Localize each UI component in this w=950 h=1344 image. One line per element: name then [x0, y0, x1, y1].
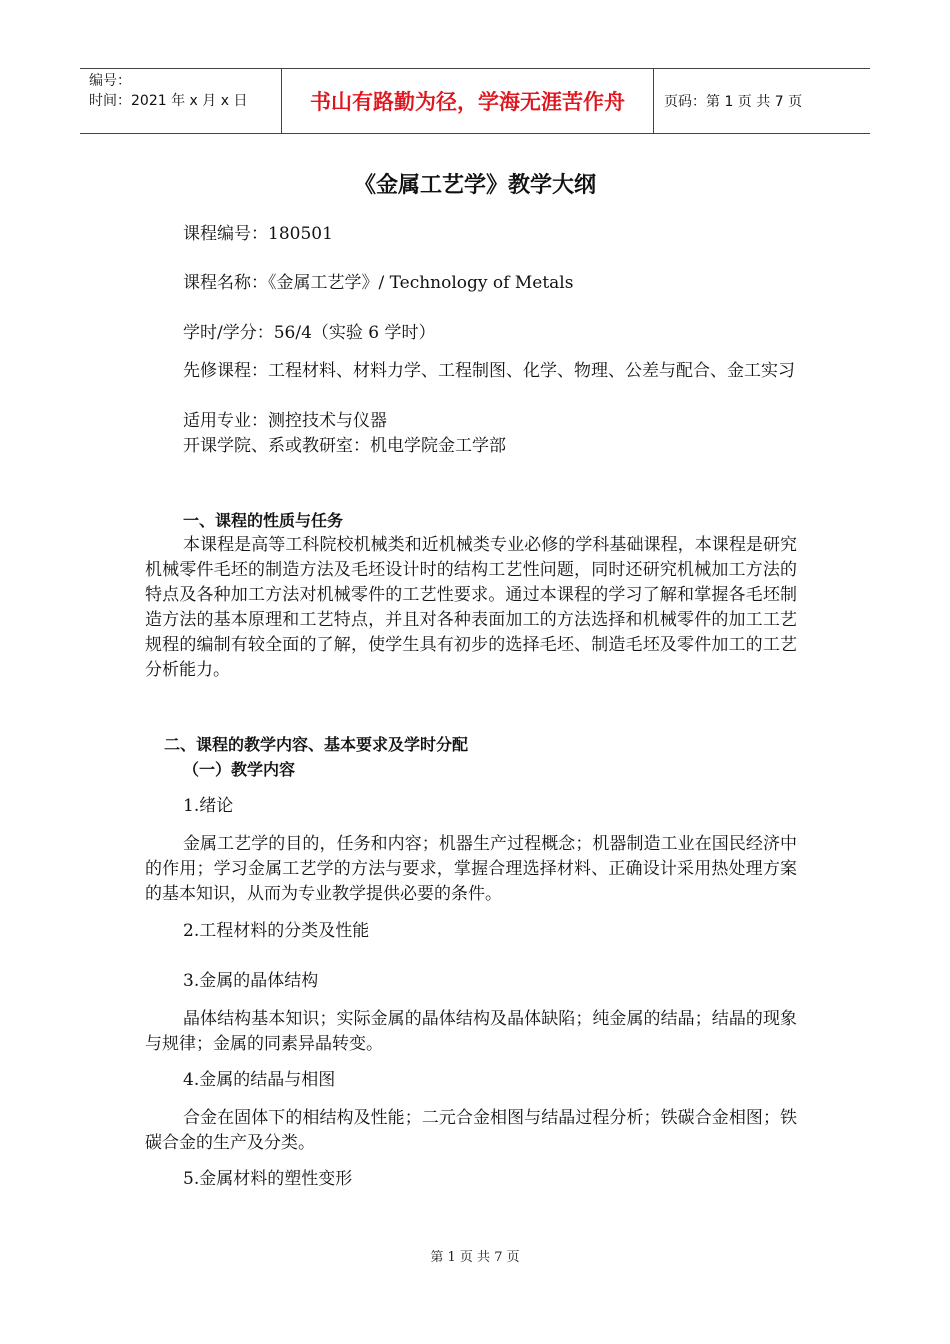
- item-3-body: 晶体结构基本知识；实际金属的晶体结构及晶体缺陷；纯金属的结晶；结晶的现象与规律；金属的同素异晶转变。: [145, 1009, 797, 1054]
- header-motto: 书山有路勤为径，学海无涯苦作舟: [282, 69, 654, 133]
- item-1-body: 金属工艺学的目的，任务和内容；机器生产过程概念；机器制造工业在国民经济中的作用；学习金属工艺学的方法与要求，掌握合理选择材料、正确设计采用热处理方案的基本知识，从而为专业教学提供必要的条件。: [145, 834, 797, 904]
- item-4-body: 合金在固体下的相结构及性能；二元合金相图与结晶过程分析；铁碳合金相图；铁碳合金的生产及分类。: [145, 1108, 797, 1153]
- item-5-title: 5.金属材料的塑性变形: [183, 1169, 353, 1189]
- document-title: 《金属工艺学》教学大纲: [353, 173, 596, 198]
- section-2-heading: 二、课程的教学内容、基本要求及学时分配: [164, 735, 469, 754]
- page-header: [80, 68, 870, 134]
- section-1-heading: 一、课程的性质与任务: [183, 511, 344, 530]
- page-footer: 第 1 页 共 7 页: [430, 1250, 520, 1265]
- header-meta: [80, 69, 282, 133]
- section-2-subheading: （一）教学内容: [183, 760, 296, 779]
- offering-dept: 开课学院、系或教研室：机电学院金工学部: [183, 436, 506, 456]
- applicable-major: 适用专业：测控技术与仪器: [183, 411, 387, 431]
- item-3-title: 3.金属的晶体结构: [183, 971, 319, 991]
- course-code: 课程编号：180501: [183, 224, 333, 244]
- header-page-code: 页码：第 1 页 共 7 页: [664, 94, 803, 110]
- item-4-title: 4.金属的结晶与相图: [183, 1070, 336, 1090]
- prereq-courses: 先修课程：工程材料、材料力学、工程制图、化学、物理、公差与配合、金工实习: [183, 361, 795, 381]
- item-1-title: 1.绪论: [183, 796, 234, 816]
- item-2-title: 2.工程材料的分类及性能: [183, 921, 370, 941]
- time-label: 时间：2021 年 x 月 x 日: [89, 93, 248, 109]
- section-1-body: 本课程是高等工科院校机械类和近机械类专业必修的学科基础课程，本课程是研究机械零件毛坯的制造方法及毛坯设计时的结构工艺性问题，同时还研究机械加工方法的特点及各种加工方法对机械零件的工艺性要求。通过本课程的学习了解和掌握各毛坯制造方法的基本原理和工艺特点，并且对各种表面加工的方法选择和机械零件的加工工艺规程的编制有较全面的了解，使学生具有初步的选择毛坯、制造毛坯及零件加工的工艺分析能力。: [145, 535, 797, 680]
- number-label: 编号：: [89, 73, 131, 89]
- hours-credits: 学时/学分：56/4（实验 6 学时）: [183, 323, 436, 343]
- course-name: 课程名称：《金属工艺学》/ Technology of Metals: [183, 273, 574, 293]
